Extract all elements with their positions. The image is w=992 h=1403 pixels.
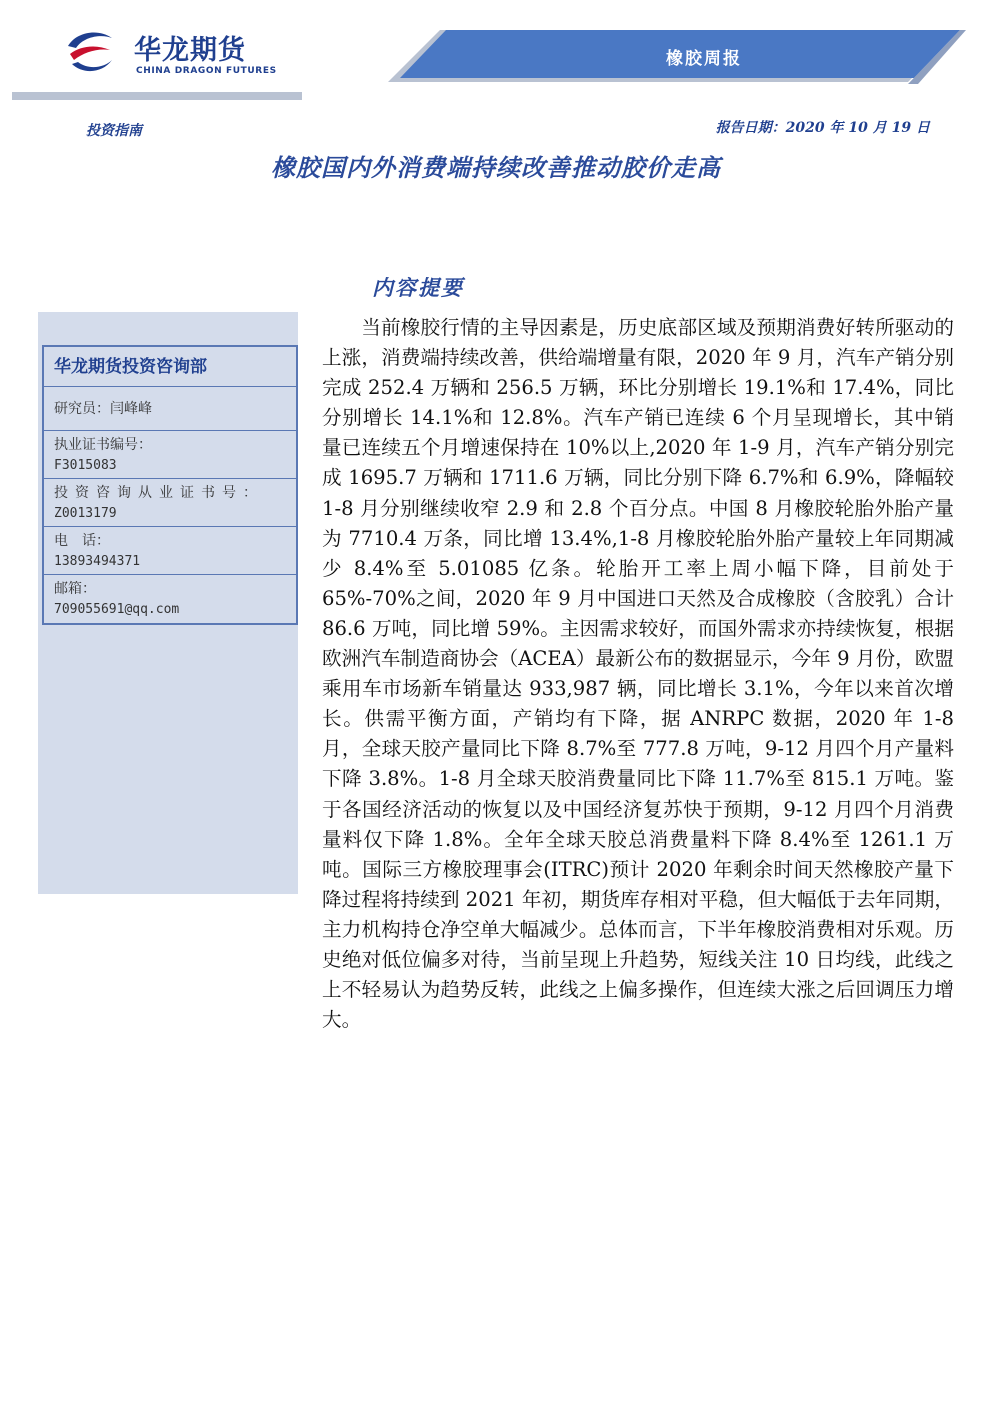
phone-row [44, 527, 296, 575]
phone-value: 13893494371 [54, 554, 141, 569]
cert-label: 执业证书编号： [54, 437, 152, 453]
report-title: 橡胶国内外消费端持续改善推动胶价走高 [271, 153, 721, 182]
email-label: 邮箱： [54, 581, 96, 597]
researcher: 研究员：闫峰峰 [44, 387, 296, 431]
report-type-banner: 橡胶周报 [666, 49, 742, 69]
logo-chinese-name: 华龙期货 [134, 35, 246, 66]
logo-english-name: CHINA DRAGON FUTURES [136, 66, 277, 76]
summary-heading: 内容提要 [372, 275, 464, 300]
department-name: 华龙期货投资咨询部 [44, 347, 296, 387]
advisory-cert-value: Z0013179 [54, 506, 117, 521]
phone-label: 电 话： [54, 533, 110, 549]
summary-body: 当前橡胶行情的主导因素是，历史底部区域及预期消费好转所驱动的上涨，消费端持续改善，供给端增量有限，2020 年 9 月，汽车产销分别完成 252.4 万辆和 256.5 万辆，环比分别增长 19.1%和 17.4%，同比分别增长 14.1%和 12.8%。汽车产销已连续 6 个月呈现增长，其中销量已连续五个月增速保持在 10%以上,2020 年 1-9 月，汽车产销分别完成 1695.7 万辆和 1711.6 万辆，同比分别下降 6.7%和 6.9%，降幅较 1-8 月分别继续收窄 2.9 和 2.8 个百分点。中国 8 月橡胶轮胎外胎产量为 7710.4 万条，同比增 13.4%,1-8 月橡胶轮胎外胎产量较上年同期减少 8.4%至 5.01085 亿条。轮胎开工率上周小幅下降，目前处于 65%-70%之间，2020 年 9 月中国进口天然及合成橡胶（含胶乳）合计 86.6 万吨，同比增 59%。主因需求较好，而国外需求亦持续恢复，根据欧洲汽车制造商协会（ACEA）最新公布的数据显示，今年 9 月份，欧盟乘用车市场新车销量达 933,987 辆，同比增长 3.1%，今年以来首次增长。供需平衡方面，产销均有下降，据 ANRPC 数据，2020 年 1-8 月，全球天胶产量同比下降 8.7%至 777.8 万吨，9-12 月四个月产量料下降 3.8%。1-8 月全球天胶消费量同比下降 11.7%至 815.1 万吨。鉴于各国经济活动的恢复以及中国经济复苏快于预期，9-12 月四个月消费量料仅下降 1.8%。全年全球天胶总消费量料下降 8.4%至 1261.1 万吨。国际三方橡胶理事会(ITRC)预计 2020 年剩余时间天然橡胶产量下降过程将持续到 2021 年初，期货库存相对平稳，但大幅低于去年同期，主力机构持仓净空单大幅减少。总体而言，下半年橡胶消费相对乐观。历史绝对低位偏多对待，当前呈现上升趋势，短线关注 10 日均线，此线之上不轻易认为趋势反转，此线之上偏多操作，但连续大涨之后回调压力增大。 [322, 316, 954, 1032]
dragon-logo-icon [62, 24, 118, 80]
cert-number-row [44, 431, 296, 479]
email-row [44, 575, 296, 623]
contact-table [42, 345, 298, 625]
section-label: 投资指南 [86, 123, 142, 139]
email-value: 709055691@qq.com [54, 602, 180, 617]
report-date: 报告日期：2020 年 10 月 19 日 [715, 120, 930, 136]
cert-value: F3015083 [54, 458, 117, 473]
sidebar-panel [38, 312, 298, 894]
advisory-cert-label: 投资咨询从业证书号： [54, 485, 264, 501]
advisory-cert-row [44, 479, 296, 527]
company-logo [62, 22, 282, 82]
header-divider [12, 92, 302, 100]
